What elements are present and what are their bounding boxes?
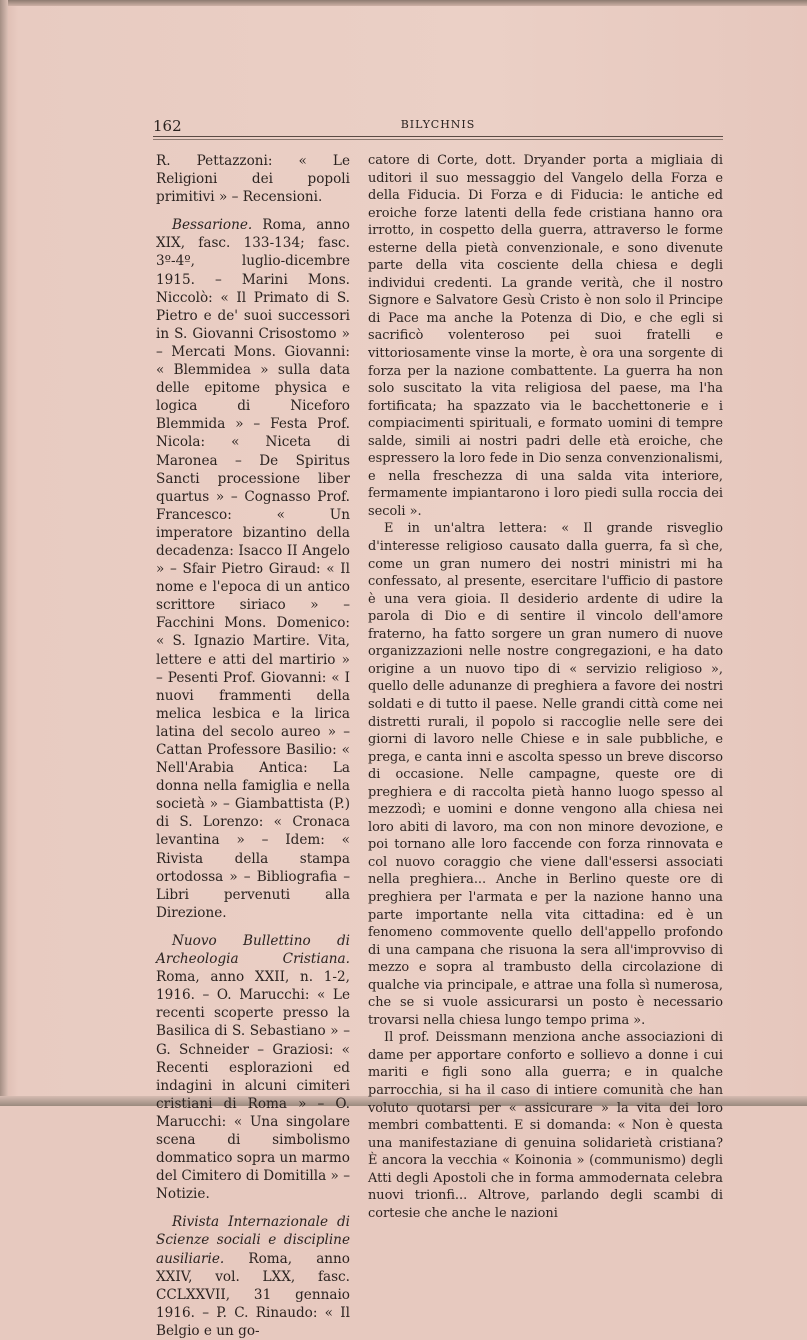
right-paragraph-3: Il prof. Deissmann menziona anche associazioni di dame per apportare conforto e sollievo a donne i cui mariti e figli sono alla guerra; e in qualche parrocchia, si ha il caso di intiere comunità che han voluto quotarsi per « assicurare » la vita dei loro membri combattenti. E si domanda: « Non è questa una manifestaziane di genuina solidarietà cristiana? È ancora la vecchia « Koinonia » (communismo) degli Atti degli Apostoli che in forma ammodernata celebra nuovi trionfi... Altrove, parlando degli scambi di cortesie che anche le nazioni xyxy=(368,1030,723,1221)
page-edge-top xyxy=(0,0,807,6)
left-paragraph-bullettino xyxy=(156,932,350,1203)
journal-title: Bessarione. xyxy=(172,217,253,234)
left-column xyxy=(156,152,350,1340)
right-paragraph-2: E in un'altra lettera: « Il grande risveglio d'interesse religioso causato dalla guerra, fa sì che, come un gran numero dei nostri ministri mi ha confessato, al presente, esercitare l'ufficio di pastore è una vera gioia. Il desiderio ardente di udire la parola di Dio e di sentire il vincolo dell'amore fraterno, ha fatto sorgere un gran numero di nuove organizzazioni nelle nostre congregazioni, e ha dato origine a un nuovo tipo di « servizio religioso », quello delle adunanze di preghiera a favore dei nostri soldati e di tutto il paese. Nelle grandi città come nei distretti rurali, il popolo si raccoglie nelle sere dei giorni di lavoro nelle Chiese e in sale pubbliche, e prega, e canta inni e ascolta spesso un breve discorso di occasione. Nelle campagne, queste ore di preghiera e di raccolta pietà hanno luogo spesso al mezzodì; e uomini e donne vengono alla chiesa nei loro abiti di lavoro, ma con non minore devozione, e poi tornano alle loro faccende con forza rinnovata e col nuovo coraggio che viene dall'essersi associati nella preghiera... Anche in Berlino queste ore di preghiera per l'armata e per la nazione hanno una parte importante nella vita cittadina: ed è un fenomeno commovente quello dell'appello profondo di una campana che risuona la sera all'improvviso di mezzo e sopra al trambusto della circolazione di qualche via principale, e attrae una folla sì numerosa, che se si vuole assicurarsi un posto è necessario trovarsi nella chiesa lungo tempo prima ». xyxy=(368,521,723,1028)
journal-contents: Roma, anno XXIV, vol. LXX, fasc. CCLXXVII, 31 gennaio 1916. – P. C. Rinaudo: « Il Belgio e un go- xyxy=(156,1250,350,1339)
left-paragraph-1: R. Pettazzoni: « Le Religioni dei popoli primitivi » – Recensioni. xyxy=(156,153,350,206)
page-edge-left xyxy=(0,0,8,1106)
journal-title: Nuovo Bullettino di Archeologia Cristiana. xyxy=(156,932,350,968)
journal-contents: Roma, anno XIX, fasc. 133-134; fasc. 3º-4º, luglio-dicembre 1915. – Marini Mons. Niccolò: « Il Primato di S. Pietro e de' suoi successori in S. Giovanni Crisostomo » – Mercati Mons. Giovanni: « Blemmidea » sulla data delle epitome physica e logica di Niceforo Blemmida » – Festa Prof. Nicola: « Niceta di Maronea – De Spiritus Sancti processione liber quartus » – Cognasso Prof. Francesco: « Un imperatore bizantino della decadenza: Isacco II Angelo » – Sfair Pietro Giraud: « Il nome e l'epoca di un antico scrittore siriaco » – Facchini Mons. Domenico: « S. Ignazio Martire. Vita, lettere e atti del martirio » – Pesenti Prof. Giovanni: « I nuovi frammenti della melica lesbica e la lirica latina del secolo aureo » – Cattan Professore Basilio: « Nell'Arabia Antica: La donna nella famiglia e nella società » – Giambattista (P.) di S. Lorenzo: « Cronaca levantina » – Idem: « Rivista della stampa ortodossa » – Bibliografia – Libri pervenuti alla Direzione. xyxy=(156,217,350,921)
running-header xyxy=(153,117,723,135)
right-paragraph-1: catore di Corte, dott. Dryander porta a migliaia di uditori il suo messaggio del Vangelo della Forza e della Fiducia. Di Forza e di Fiducia: le antiche ed eroiche forze latenti della fede cristiana hanno ora irrotto, in cospetto della guerra, attraverso le forme esterne della pietà convenzionale, e sono divenute parte della vita cosciente della chiesa e degli individui credenti. La grande verità, che il nostro Signore e Salvatore Gesù Cristo è non solo il Principe di Pace ma anche la Potenza di Dio, e che egli si sacrificò volenteroso pei suoi fratelli e vittoriosamente vinse la morte, è ora una sorgente di forza per la nazione combattente. La guerra ha non solo suscitato la vita religiosa del paese, ma l'ha fortificata; ha spazzato via le bacchettonerie e i compiacimenti spirituali, e formato uomini di tempre salde, simili ai nostri padri delle età eroiche, che espressero la loro fede in Dio senza convenzionalismi, e nella freschezza di una salda vita interiore, fermamente impiantarono i loro piedi sulla roccia dei secoli ». xyxy=(368,153,723,519)
page-number: 162 xyxy=(153,117,182,135)
journal-title: Rivista Internazionale di Scienze sociali e discipline ausiliarie. xyxy=(156,1214,350,1267)
right-column xyxy=(368,152,723,1222)
header-rule xyxy=(153,136,723,137)
left-paragraph-bessarione xyxy=(156,216,350,922)
header-rule-thin xyxy=(153,139,723,140)
running-title: BILYCHNIS xyxy=(400,118,476,131)
journal-contents: Roma, anno XXII, n. 1-2, 1916. – O. Marucchi: « Le recenti scoperte presso la Basilica di S. Sebastiano » – G. Schneider – Graziosi: « Recenti esplorazioni ed indagini in alcuni cimiteri cristiani di Roma » – O. Marucchi: « Una singolare scena di simbolismo dommatico sopra un marmo del Cimitero di Domitilla » – Notizie. xyxy=(156,969,350,1203)
left-paragraph-rivista xyxy=(156,1213,350,1340)
